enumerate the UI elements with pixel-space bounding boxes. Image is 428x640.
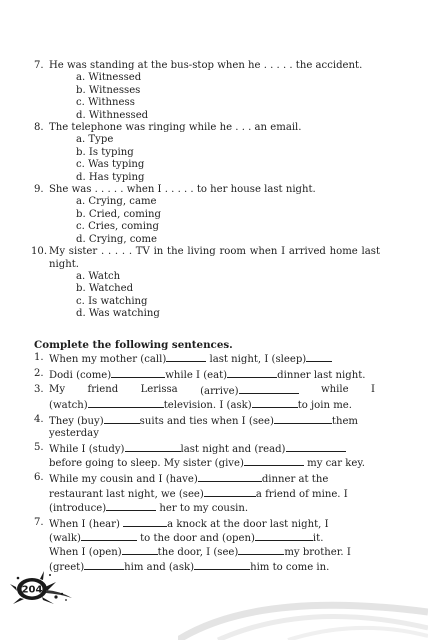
exercise-line bbox=[49, 384, 375, 398]
text-fragment: Lerissa bbox=[140, 383, 178, 395]
option: d. Was watching bbox=[76, 308, 160, 320]
exercise-line bbox=[49, 352, 375, 366]
text-fragment: television. I (ask) bbox=[163, 400, 252, 412]
exercise-line bbox=[49, 414, 375, 428]
exercise-line: yesterday bbox=[49, 428, 99, 440]
text-fragment: him and (ask) bbox=[124, 561, 195, 573]
answer-blank[interactable] bbox=[104, 414, 140, 424]
exercise-3 bbox=[34, 384, 375, 413]
text-fragment: him to come in. bbox=[250, 561, 330, 573]
exercise-number: 1. bbox=[34, 352, 44, 363]
exercise-line bbox=[49, 398, 375, 412]
question-number: 9. bbox=[34, 184, 44, 196]
exercise-line bbox=[49, 442, 375, 456]
answer-blank[interactable] bbox=[106, 501, 156, 511]
text-fragment: before going to sleep. My sister (give) bbox=[49, 458, 244, 470]
text-fragment: while I (eat) bbox=[165, 369, 228, 381]
exercise-line bbox=[49, 545, 375, 559]
exercise-line bbox=[49, 368, 375, 382]
answer-blank[interactable] bbox=[306, 352, 332, 362]
question-9 bbox=[34, 184, 380, 246]
option: a. Crying, came bbox=[76, 196, 157, 208]
question-text: He was standing at the bus-stop when he . . . . . the accident. bbox=[49, 60, 363, 71]
exercise-number: 5. bbox=[34, 442, 44, 454]
option: c. Was typing bbox=[76, 159, 145, 171]
exercise-number: 2. bbox=[34, 367, 44, 379]
text-fragment: When I (hear) bbox=[49, 518, 120, 530]
option: b. Witnesses bbox=[76, 84, 141, 96]
option: a. Type bbox=[76, 134, 114, 146]
exercise-number: 7. bbox=[34, 516, 44, 528]
decorative-swirl-icon bbox=[178, 570, 428, 640]
exercise-2 bbox=[34, 368, 375, 382]
answer-blank[interactable] bbox=[81, 531, 137, 541]
question-text: The telephone was ringing while he . . . an email. bbox=[49, 122, 302, 134]
text-fragment: last night and (read) bbox=[180, 444, 286, 456]
text-fragment: While I (study) bbox=[49, 444, 125, 456]
exercise-1 bbox=[34, 352, 375, 366]
question-text: My sister . . . . . TV in the living room when I arrived home last bbox=[49, 246, 380, 258]
text-fragment: a knock at the door last night, I bbox=[167, 518, 329, 530]
exercise-line bbox=[49, 517, 375, 531]
text-fragment: suits and ties when I (see) bbox=[139, 415, 274, 427]
fill-in-section bbox=[34, 352, 375, 576]
question-text: She was . . . . . when I . . . . . to her house last night. bbox=[49, 184, 316, 196]
text-fragment: it. bbox=[312, 533, 324, 545]
answer-blank[interactable] bbox=[194, 560, 250, 570]
ink-splash-icon bbox=[10, 567, 74, 607]
answer-blank[interactable] bbox=[111, 368, 165, 378]
text-fragment: restaurant last night, we (see) bbox=[49, 488, 204, 500]
exercise-line bbox=[49, 501, 375, 515]
answer-blank[interactable] bbox=[227, 368, 277, 378]
text-fragment: (greet) bbox=[49, 561, 85, 573]
page-number: 204 bbox=[21, 584, 43, 596]
text-fragment: (walk) bbox=[49, 533, 81, 545]
question-7 bbox=[34, 60, 380, 122]
text-fragment: When I (open) bbox=[49, 547, 122, 559]
answer-blank[interactable] bbox=[238, 545, 284, 555]
section-title: Complete the following sentences. bbox=[34, 339, 233, 351]
text-fragment: her to my cousin. bbox=[159, 502, 249, 514]
text-fragment: to join me. bbox=[297, 400, 352, 412]
text-fragment: while bbox=[320, 383, 349, 395]
exercise-line bbox=[49, 487, 375, 501]
question-number: 7. bbox=[34, 60, 44, 71]
exercise-line bbox=[49, 531, 375, 545]
answer-blank[interactable] bbox=[252, 398, 298, 408]
text-fragment: Dodi (come) bbox=[49, 369, 112, 381]
text-fragment: When my mother (call) bbox=[49, 354, 167, 365]
option: a. Watch bbox=[76, 270, 121, 282]
exercise-number: 3. bbox=[34, 383, 44, 395]
exercise-7 bbox=[34, 517, 375, 574]
text-fragment: my brother. I bbox=[284, 547, 351, 559]
exercise-6 bbox=[34, 472, 375, 515]
exercise-line bbox=[49, 456, 375, 470]
text-fragment: dinner last night. bbox=[277, 369, 366, 381]
text-fragment: last night, I (sleep) bbox=[209, 354, 307, 365]
text-fragment: my car key. bbox=[307, 458, 365, 470]
answer-blank[interactable] bbox=[84, 560, 124, 570]
option: b. Is typing bbox=[76, 146, 134, 158]
answer-blank[interactable] bbox=[255, 531, 313, 541]
option: c. Withness bbox=[76, 97, 135, 109]
text-fragment: They (buy) bbox=[49, 415, 104, 427]
text-fragment: I bbox=[370, 383, 375, 395]
answer-blank[interactable] bbox=[239, 384, 299, 394]
text-fragment: (watch) bbox=[49, 400, 88, 412]
answer-blank[interactable] bbox=[244, 456, 304, 466]
answer-blank[interactable] bbox=[122, 545, 158, 555]
question-10 bbox=[31, 246, 380, 320]
text-fragment: (arrive) bbox=[200, 385, 239, 397]
text-fragment: My bbox=[49, 383, 66, 395]
exercise-number: 4. bbox=[34, 413, 44, 425]
option: d. Withnessed bbox=[76, 109, 149, 121]
option: a. Witnessed bbox=[76, 72, 142, 84]
exercise-4 bbox=[34, 414, 375, 441]
text-fragment: them bbox=[331, 415, 358, 427]
text-fragment: (introduce) bbox=[49, 502, 107, 514]
exercise-5 bbox=[34, 442, 375, 471]
question-number: 8. bbox=[34, 122, 44, 134]
option: d. Has typing bbox=[76, 171, 145, 183]
multiple-choice-section bbox=[31, 60, 380, 321]
question-8 bbox=[34, 122, 380, 184]
answer-blank[interactable] bbox=[274, 414, 332, 424]
page-number-badge bbox=[10, 567, 74, 607]
exercise-number: 6. bbox=[34, 472, 44, 484]
text-fragment: to the door and (open) bbox=[140, 533, 255, 545]
text-fragment: friend bbox=[87, 383, 119, 395]
text-fragment: dinner at the bbox=[261, 474, 329, 486]
answer-blank[interactable] bbox=[204, 487, 256, 497]
text-fragment: a friend of mine. I bbox=[255, 488, 348, 500]
answer-blank[interactable] bbox=[198, 472, 262, 482]
answer-blank[interactable] bbox=[88, 398, 164, 408]
option: d. Crying, come bbox=[76, 233, 158, 245]
option: c. Is watching bbox=[76, 295, 148, 307]
answer-blank[interactable] bbox=[286, 442, 346, 452]
option: b. Watched bbox=[76, 283, 134, 295]
question-number: 10. bbox=[31, 246, 48, 258]
answer-blank[interactable] bbox=[166, 352, 206, 362]
option: b. Cried, coming bbox=[76, 208, 161, 220]
text-fragment: While my cousin and I (have) bbox=[49, 474, 198, 486]
exercise-line bbox=[49, 472, 375, 486]
answer-blank[interactable] bbox=[123, 517, 167, 527]
question-text-continued: night. bbox=[49, 258, 79, 270]
answer-blank[interactable] bbox=[125, 442, 181, 452]
text-fragment: the door, I (see) bbox=[157, 547, 239, 559]
option: c. Cries, coming bbox=[76, 221, 159, 233]
